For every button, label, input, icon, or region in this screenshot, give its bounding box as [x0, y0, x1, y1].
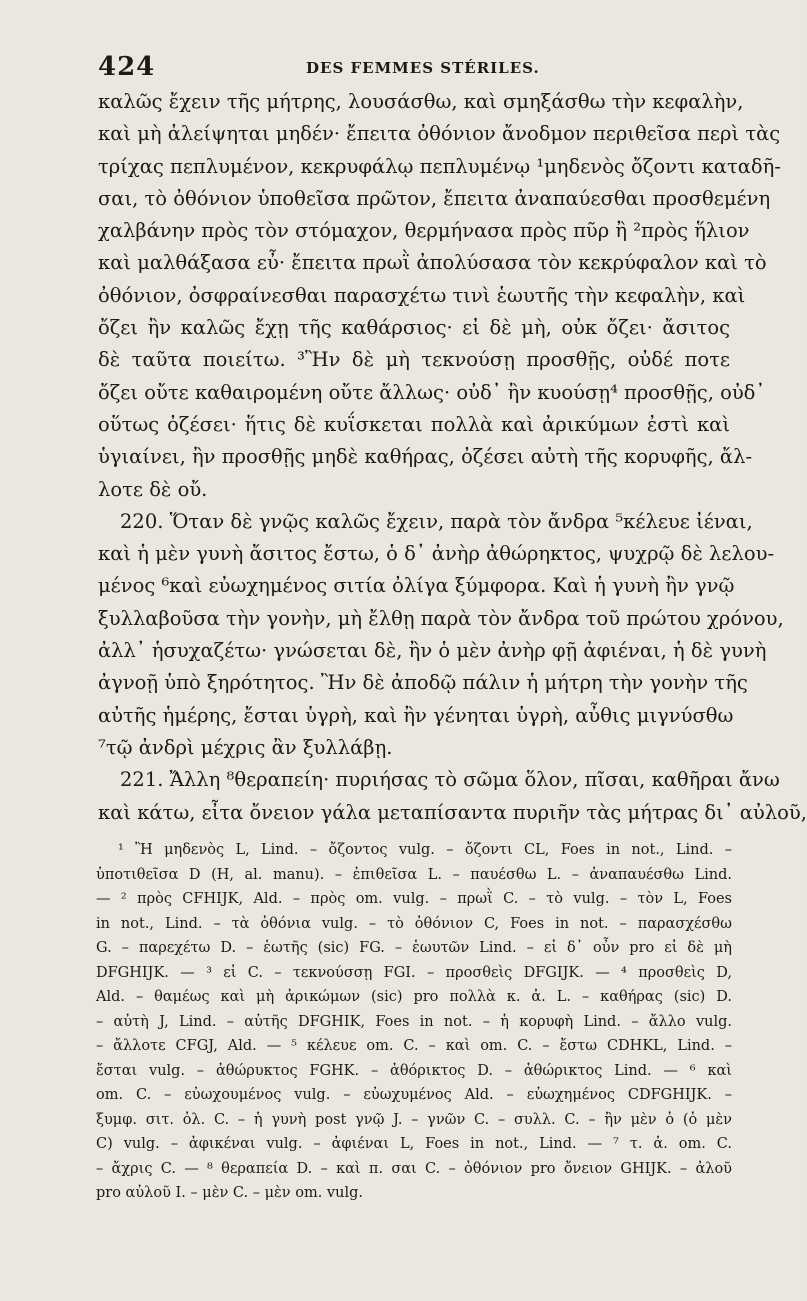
- footnote-line: G. – παρεχέτω D. – ἑωτῆς (sic) FG. – ἑωυτῶν Lind. – εἰ δ᾽ οὖν pro εἰ δὲ μὴ: [96, 940, 732, 956]
- text-line: ἀγνοῇ ὑπὸ ξηρότητος. Ἢν δὲ ἀποδῷ πάλιν ἡ μήτρη τὴν γονὴν τῆς: [98, 671, 748, 695]
- page-number: 424: [98, 52, 156, 82]
- footnote-line: ξυμφ. σιτ. ὀλ. C. – ἡ γυνὴ post γνῷ J. – γνῶν C. – συλλ. C. – ἢν μὲν ὁ (ὁ μὲν: [96, 1111, 732, 1128]
- text-line: καλῶς ἔχειν τῆς μήτρης, λουσάσθω, καὶ σμηξάσθω τὴν κεφαλὴν,: [98, 90, 744, 113]
- footnote-line: – αὐτὴ J, Lind. – αὐτῆς DFGHIK, Foes in not. – ἡ κορυφὴ Lind. – ἄλλο vulg.: [96, 1013, 732, 1030]
- main-text: [98, 86, 807, 829]
- text-line: μένος ⁶καὶ εὐωχημένος σιτία ὀλίγα ξύμφορα. Καὶ ἡ γυνὴ ἢν γνῷ: [98, 574, 735, 598]
- text-line: 221. Ἄλλη ⁸θεραπείη· πυριήσας τὸ σῶμα ὅλον, πῖσαι, καθῆραι ἄνω: [120, 768, 780, 792]
- text-line: αὐτῆς ἡμέρης, ἔσται ὑγρὴ, καὶ ἢν γένηται ὑγρὴ, αὖθις μιγνύσθω: [98, 703, 734, 727]
- text-line: ὀθόνιον, ὀσφραίνεσθαι παρασχέτω τινὶ ἑωυτῆς τὴν κεφαλὴν, καὶ: [98, 283, 746, 307]
- footnote-line: ὑποτιθεῖσα D (H, al. manu). – ἐπιθεῖσα L. – παυέσθω L. – ἀναπαυέσθω Lind.: [96, 866, 732, 883]
- running-title: DES FEMMES STÉRILES.: [306, 59, 540, 77]
- text-line: ⁷τῷ ἀνδρὶ μέχρις ἂν ξυλλάβῃ.: [98, 735, 393, 759]
- text-line: ὄζει οὔτε καθαιρομένη οὔτε ἄλλως· οὐδ᾽ ἢν κυούσῃ⁴ προσθῇς, οὐδ᾽: [98, 380, 766, 404]
- text-line: δὲ ταῦτα ποιείτω. ³Ἢν δὲ μὴ τεκνούσῃ προσθῇς, οὐδέ ποτε: [98, 348, 730, 372]
- text-line: ἀλλ᾽ ἡσυχαζέτω· γνώσεται δὲ, ἢν ὁ μὲν ἀνὴρ φῇ ἀφιέναι, ἡ δὲ γυνὴ: [98, 639, 767, 663]
- text-line: καὶ ἡ μὲν γυνὴ ἄσιτος ἔστω, ὁ δ᾽ ἀνὴρ ἀθώρηκτος, ψυχρῷ δὲ λελου-: [98, 542, 775, 566]
- text-line: χαλβάνην πρὸς τὸν στόμαχον, θερμήνασα πρὸς πῦρ ἢ ²πρὸς ἥλιον: [98, 219, 750, 243]
- footnote-line: ¹ Ἢ μηδενὸς L, Lind. – ὄζοντος vulg. – ὄζοντι CL, Foes in not., Lind. –: [118, 842, 732, 858]
- text-line: σαι, τὸ ὀθόνιον ὑποθεῖσα πρῶτον, ἔπειτα ἀναπαύεσθαι προσθεμένη: [98, 186, 771, 210]
- text-line: λοτε δὲ οὔ.: [98, 477, 208, 501]
- text-line: ὄζει ἢν καλῶς ἔχῃ τῆς καθάρσιος· εἰ δὲ μὴ, οὐκ ὄζει· ἄσιτος: [98, 316, 730, 340]
- footnote-line: pro αὐλοῦ I. – μὲν C. – μὲν om. vulg.: [96, 1185, 363, 1201]
- footnotes: [96, 838, 732, 1206]
- footnote-line: DFGHIJK. — ³ εἰ C. – τεκνούσσῃ FGI. – προσθεὶς DFGIJK. — ⁴ προσθεὶς D,: [96, 964, 732, 981]
- page-header: [98, 52, 698, 82]
- text-line: ξυλλαβοῦσα τὴν γονὴν, μὴ ἔλθῃ παρὰ τὸν ἄνδρα τοῦ πρώτου χρόνου,: [98, 606, 784, 630]
- footnote-line: om. C. – εὐωχουμένος vulg. – εὐωχυμένος Ald. – εὐωχημένος CDFGHIJK. –: [96, 1087, 732, 1103]
- text-line: ὑγιαίνει, ἢν προσθῇς μηδὲ καθήρας, ὀζέσει αὐτὴ τῆς κορυφῆς, ἄλ-: [98, 445, 753, 469]
- footnote-line: in not., Lind. – τὰ ὀθόνια vulg. – τὸ ὀθόνιον C, Foes in not. – παρασχέσθω: [96, 915, 732, 932]
- text-line: οὕτως ὀζέσει· ἥτις δὲ κυΐσκεται πολλὰ καὶ ἀρικύμων ἐστὶ καὶ: [98, 412, 730, 436]
- footnote-line: — ² πρὸς CFHIJK, Ald. – πρὸς om. vulg. – πρωῒ C. – τὸ vulg. – τὸν L, Foes: [96, 891, 732, 907]
- text-line: 220. Ὅταν δὲ γνῷς καλῶς ἔχειν, παρὰ τὸν ἄνδρα ⁵κέλευε ἰέναι,: [120, 509, 753, 533]
- text-line: καὶ μαλθάξασα εὖ· ἔπειτα πρωῒ ἀπολύσασα τὸν κεκρύφαλον καὶ τὸ: [98, 251, 767, 275]
- footnote-line: – ἄχρις C. — ⁸ θεραπεία D. – καὶ π. σαι C. – ὀθόνιον pro ὄνειον GHIJK. – ἀλοῦ: [96, 1160, 732, 1177]
- footnote-line: Ald. – θαμέως καὶ μὴ ἀρικώμων (sic) pro πολλὰ κ. ἀ. L. – καθήρας (sic) D.: [96, 989, 732, 1005]
- footnote-line: ἔσται vulg. – ἀθώρυκτος FGHK. – ἀθόρικτος D. – ἀθώρικτος Lind. — ⁶ καὶ: [96, 1062, 732, 1079]
- text-line: τρίχας πεπλυμένον, κεκρυφάλῳ πεπλυμένῳ ¹μηδενὸς ὄζοντι καταδῆ-: [98, 154, 781, 178]
- text-line: καὶ κάτω, εἶτα ὄνειον γάλα μεταπίσαντα πυριῆν τὰς μήτρας δι᾽ αὐλοῦ,: [98, 800, 807, 824]
- footnote-line: – ἄλλοτε CFGJ, Ald. — ⁵ κέλευε om. C. – καὶ om. C. – ἔστω CDHKL, Lind. –: [96, 1038, 732, 1054]
- text-line: καὶ μὴ ἀλείψηται μηδέν· ἔπειτα ὀθόνιον ἄνοδμον περιθεῖσα περὶ τὰς: [98, 122, 781, 146]
- footnote-line: C) vulg. – ἀφικέναι vulg. – ἀφιέναι L, Foes in not., Lind. — ⁷ τ. ἀ. om. C.: [96, 1136, 732, 1152]
